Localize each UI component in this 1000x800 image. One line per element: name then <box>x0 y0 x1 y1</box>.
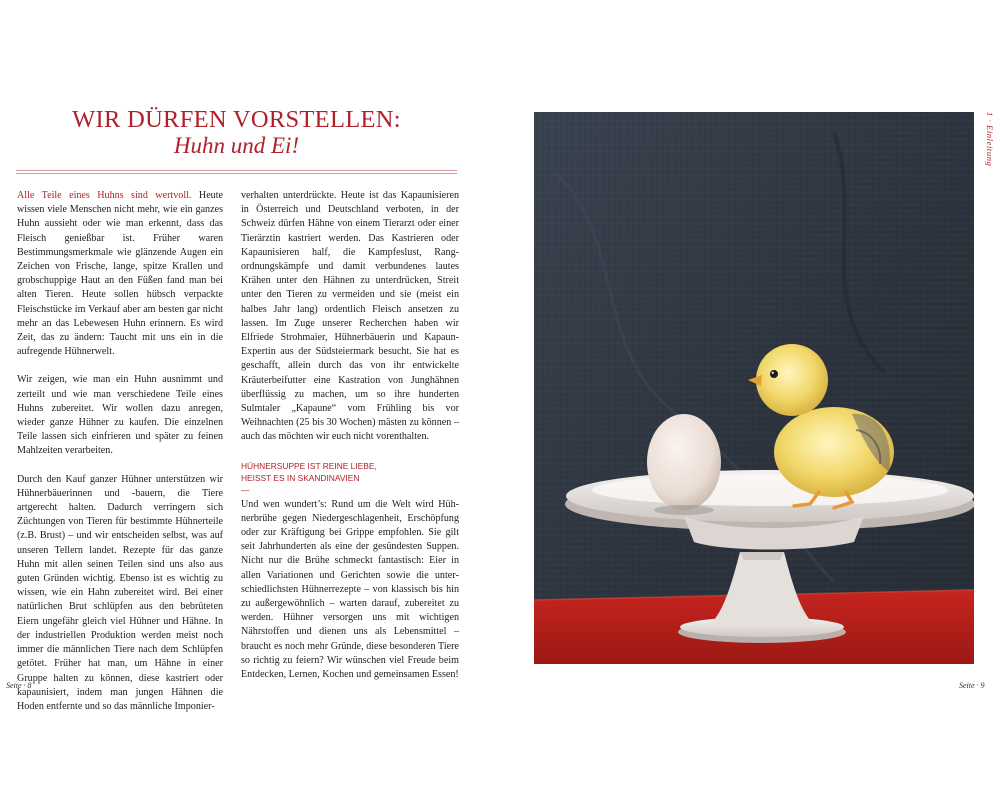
subheading <box>241 460 459 496</box>
text-column-2 <box>241 189 459 682</box>
heading-line-2: Huhn und Ei! <box>173 133 300 158</box>
paragraph-1-text: Heute wissen viele Menschen nicht mehr, wie ein ganzes Huhn aussieht oder wie man erkennt, dass das Fleisch genießbar ist. Früher waren Bestimmungsmerkmale wie glänzende Augen ein Zeichen von Frische, lange, spitze Krallen und grobschuppige Haut an den Füßen fand man bei alten Tieren. Heute sollen hübsch verpackte Fleischstücke im Verkauf aber am besten gar nicht mehr an das Lebewesen Huhn erinnern. Es wird Zeit, das zu ändern: Taucht mit uns ein in die aufregende Hühnerwelt. <box>17 190 223 358</box>
heading-line-1: WIR DÜRFEN VORSTELLEN: <box>72 106 401 133</box>
paragraph-2: Wir zeigen, wie man ein Huhn ausnimmt und zerteilt und wie man verschiedene Teile eines Huhns zubereitet. Wir wollen dazu anregen, wieder ganze Hühner zu kaufen. Die einzelnen Teile lassen sich einfrieren und später zu feinen Mahlzeiten verarbeiten. <box>17 374 223 457</box>
page-number-right: Seite · 9 <box>959 681 985 690</box>
subheading-dash: — <box>241 484 250 495</box>
running-head: 1 · Einleitung <box>985 112 995 167</box>
paragraph-1 <box>17 189 223 359</box>
photo-chick-and-egg <box>534 112 974 664</box>
photo-illustration <box>534 112 974 664</box>
lead-phrase: Alle Teile eines Huhns sind wertvoll. <box>17 190 192 201</box>
text-column-1 <box>17 189 223 714</box>
heading-rule-top <box>16 170 457 171</box>
subheading-line-1: HÜHNERSUPPE IST REINE LIEBE, <box>241 460 377 471</box>
paragraph-5: Und wen wundert’s: Rund um die Welt wird Hühnerbrühe gegen Niedergeschlagenheit, Erschöpfung oder zur Kräftigung bei Grippe empfohlen. Sie gilt seit Jahrhunderten als eine der gesündesten Suppen. Nicht nur die Brühe schmeckt fantastisch: Eier in allen Variationen und Gerichten sowie die unterschiedlichsten Hühnerrezepte – von klassisch bis hin zu außergewöhnlich – warten darauf, zubereitet zu werden. Hühner versorgen uns mit wichtigen Nährstoffen und dienen uns als Lebensmittel – braucht es noch mehr Gründe, diese besonderen Tiere so richtig zu feiern? Wir wünschen viel Freude beim Entdecken, Lernen, Kochen und gemeinsamen Essen! <box>241 498 459 681</box>
subheading-line-2: HEISST ES IN SKANDINAVIEN <box>241 472 360 483</box>
heading-rule-bottom <box>16 173 457 174</box>
page-number-left: Seite · 8 <box>6 681 32 690</box>
paragraph-4: verhalten unterdrückte. Heute ist das Kapaunisieren in Österreich und Deutschland verboten, in der Schweiz dürfen Hähne von einem Tierarzt oder einer Tierärztin kastriert werden. Das Kastrieren oder Kapaunisieren half, die Kampfeslust, Rangordnungskämpfe und damit verbundenes lautes Krähen unter den Hähnen zu unterdrücken, Streit unter den Tieren zu vermeiden und sie (meist ein halbes Jahr lang) ordentlich Fleisch ansetzen zu lassen. Im Zuge unserer Recherchen haben wir Elfriede Strohmaier, Hühnerbäuerin und Kapaun-Expertin aus der Südsteiermark besucht. Sie hat es geschafft, allein durch das von ihr entwickelte Kräuterbeifutter eine Kastration von Junghähnen überflüssig zu machen, um so ihre hunderten Sulmtaler „Kapaune“ vom Frühling bis vor Weihnachten (25 bis 30 Wochen) mästen zu können – auch das möchten wir euch nicht vorenthalten. <box>241 190 459 443</box>
paragraph-3: Durch den Kauf ganzer Hühner unterstützen wir Hühnerbäuerinnen und -bauern, die Tiere artgerecht halten. Dadurch verringern sich Züchtungen von Tieren für bestimmte Hühnerteile (z.B. Brust) – und wir entscheiden selbst, was auf unseren Tellern landet. Rezepte für das ganze Huhn mit allen seinen Teilen sind uns also aus guten Gründen wichtig. Ebenso ist es wichtig zu wissen, wie ein Hahn zubereitet wird. Bei einer natürlichen Brut schlüpfen aus den bebrüteten Eiern ungefähr gleich viel Hühner und Hähne. In der industriellen Produktion werden meist noch immer die männlichen Tiere nach dem Schlüpfen getötet. Früher hat man, um Hähne in einer Gruppe halten zu können, diese kastriert oder kapaunisiert, indem man jungen Hähnen die Hoden entfernte und so das männliche Imponier- <box>17 473 223 712</box>
